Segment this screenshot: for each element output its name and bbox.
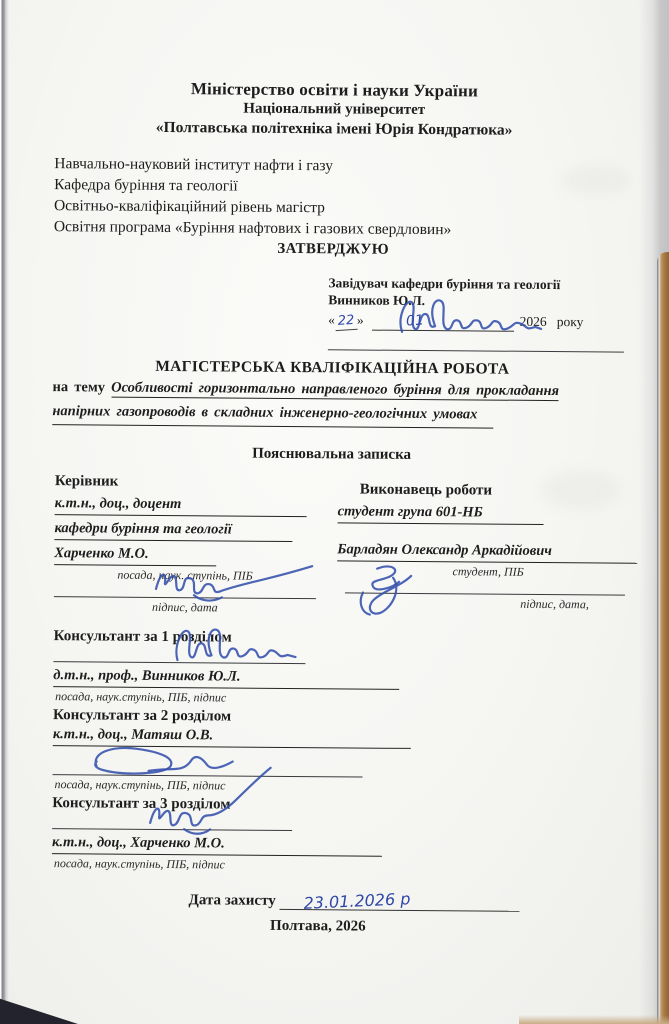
approver-name: Винников Ю.Л.	[328, 292, 426, 309]
executor-signature-line	[345, 578, 625, 595]
executor-name: Барладян Олександр Аркадійович	[337, 541, 637, 563]
supervisor-signature-line	[54, 582, 316, 599]
scan-bottom-left-corner	[0, 982, 78, 1024]
theme-block	[52, 376, 630, 430]
institute-line: Навчально-науковий інститут нафти і газу	[54, 155, 334, 175]
date-signature-line	[372, 312, 514, 332]
executor-group-line: студент група 601-НБ	[338, 503, 544, 525]
consultant-2-name: к.т.н., доц., Матяш О.В.	[53, 726, 411, 749]
executor-caption-2: підпис, дата,	[520, 596, 589, 612]
quote-open: «	[328, 312, 335, 328]
approval-block	[328, 274, 644, 352]
scan-left-edge	[0, 0, 9, 1024]
scan-bottom-right-corner	[519, 1015, 669, 1024]
ministry-title: Міністерство освіти і науки України	[190, 79, 479, 101]
institution-block	[54, 153, 629, 242]
defense-date-line	[280, 889, 520, 913]
quote-close: »	[356, 312, 364, 328]
handwritten-defense-date: 23.01.2026 р	[303, 889, 412, 913]
consultant-1-label: Консультант за 1 розділом	[53, 628, 232, 646]
theme-label: на тему	[52, 379, 106, 396]
consultant-3	[52, 795, 463, 874]
consultant-1-caption: посада, наук.ступінь, ПІБ, підпис	[55, 689, 227, 705]
approver-title: Завідувач кафедри буріння та геології	[328, 275, 561, 293]
year-text: 2026	[519, 313, 547, 329]
approval-date-row	[328, 311, 643, 337]
theme-text-1: Особливості горизонтально направленого буріння для прокладання	[111, 379, 560, 400]
theme-line-2	[52, 400, 630, 430]
university-name-line2: «Полтавська політехніка імені Юрія Кондратюка»	[155, 118, 513, 139]
supervisor-caption-1: посада, наук. ступінь, ПІБ	[117, 567, 253, 583]
supervisor-name: Харченко М.О.	[54, 545, 216, 566]
supervisor-caption-2: підпис, дата	[151, 599, 218, 615]
consultant-1	[53, 628, 464, 707]
work-type-title: МАГІСТЕРСЬКА КВАЛІФІКАЦІЙНА РОБОТА	[155, 357, 510, 378]
defense-date-row	[188, 889, 662, 920]
consultant-2-caption: посада, наук.ступінь, ПІБ, підпис	[54, 777, 226, 793]
approval-underline	[328, 349, 624, 352]
consultant-3-signature-line	[52, 812, 292, 831]
consultants-block	[52, 628, 464, 874]
university-name-line1: Національний університет	[243, 100, 426, 119]
roles-row	[54, 473, 640, 619]
handwritten-day: 22	[334, 312, 357, 331]
consultant-2	[52, 707, 463, 795]
explanatory-note-subtitle: Пояснювальна записка	[252, 445, 412, 463]
theme-text-2: напірних газопроводів в складних інженерно-геологічних умовах	[52, 400, 493, 429]
program-line: Освітня програма «Буріння нафтових і газових свердловин»	[53, 218, 452, 239]
city-year: Полтава, 2026	[270, 917, 366, 935]
consultant-3-caption: посада, наук.ступінь, ПІБ, підпис	[53, 856, 225, 872]
consultant-3-label: Консультант за 3 розділом	[52, 795, 231, 813]
department-line: Кафедра буріння та геології	[54, 176, 238, 195]
supervisor-block	[54, 473, 317, 616]
consultant-2-label: Консультант за 2 розділом	[52, 707, 232, 725]
supervisor-position-line2: кафедри буріння та геології	[54, 520, 292, 542]
defense-date-label: Дата захисту	[188, 892, 276, 909]
consultant-2-signature-line	[53, 754, 363, 777]
approve-heading: ЗАТВЕРДЖУЮ	[277, 240, 390, 258]
consultant-3-name: к.т.н., доц., Харченко М.О.	[52, 834, 382, 857]
handwritten-month: 01	[404, 312, 425, 330]
supervisor-label: Керівник	[54, 473, 119, 490]
scan-right-table-edge	[657, 252, 669, 1024]
supervisor-position-line1: к.т.н., доц., доцент	[55, 495, 307, 517]
executor-block	[337, 475, 640, 618]
qualification-level-line: Освітньо-кваліфікаційний рівень магістр	[53, 197, 325, 217]
executor-label: Виконавець роботи	[359, 481, 493, 499]
consultant-1-signature-line	[53, 645, 305, 664]
consultant-1-name: д.т.н., проф., Винников Ю.Л.	[53, 667, 399, 690]
executor-caption-1: студент, ПІБ	[452, 564, 524, 579]
year-suffix: року	[556, 314, 584, 330]
